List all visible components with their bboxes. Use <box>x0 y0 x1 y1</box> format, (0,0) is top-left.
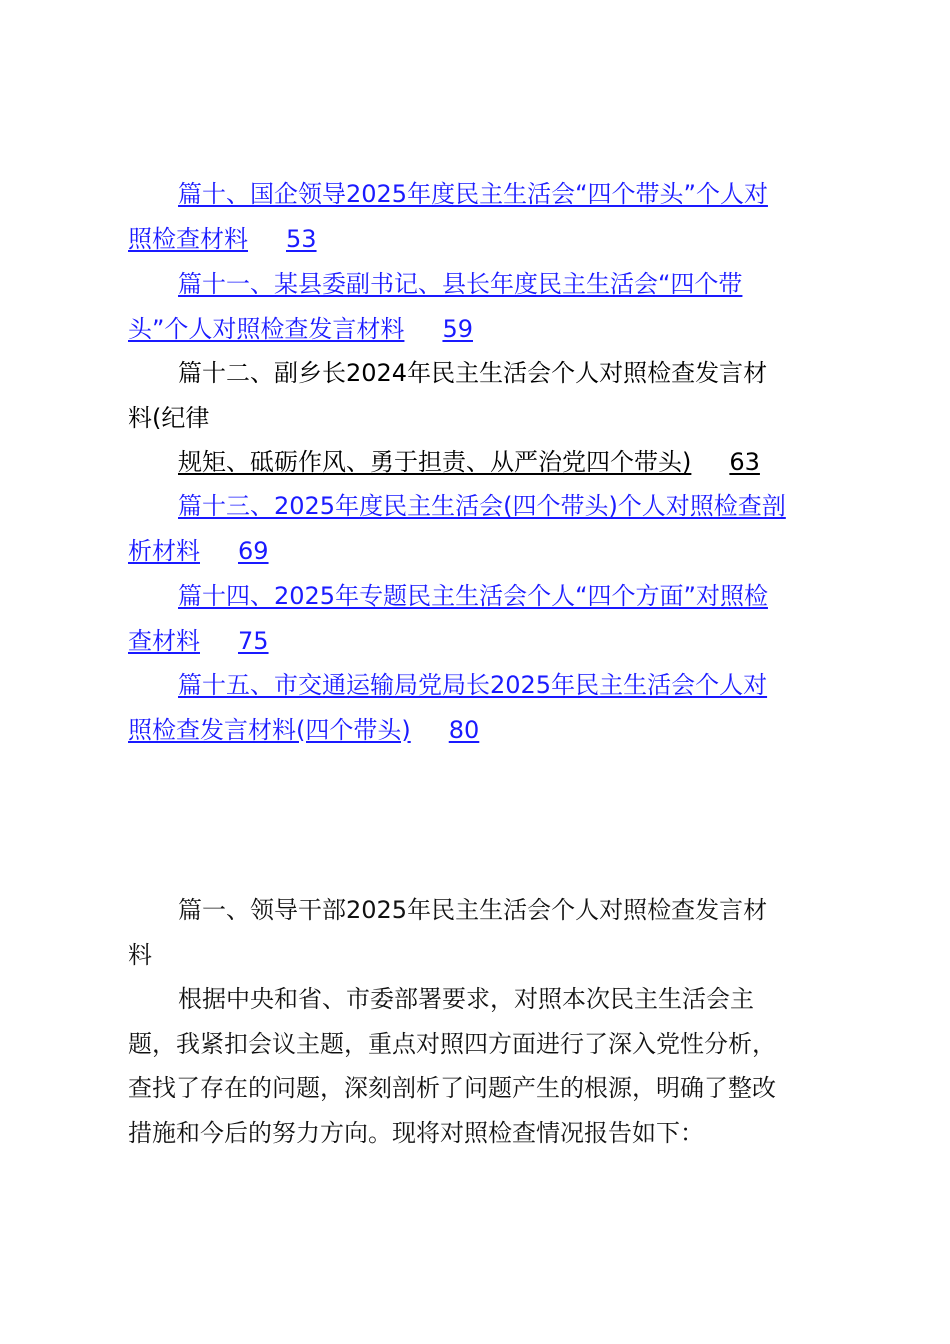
toc-entry-15-line2[interactable] <box>128 708 833 753</box>
toc-entry-11-link-line2[interactable] <box>128 315 473 343</box>
toc-entry-10-line1[interactable] <box>128 172 833 217</box>
toc-entry-14-link-line2[interactable] <box>128 627 269 655</box>
toc-entry-11[interactable] <box>128 262 833 351</box>
toc-entry-13-link-line2[interactable] <box>128 537 269 565</box>
toc-entry-14-line2[interactable] <box>128 619 833 664</box>
article-body-line4: 措施和今后的努力方向。现将对照检查情况报告如下： <box>128 1118 704 1147</box>
article-body-paragraph <box>128 977 833 1155</box>
article-body-line3: 查找了存在的问题，深刻剖析了问题产生的根源，明确了整改 <box>128 1074 776 1102</box>
toc-entry-12-line3 <box>128 440 833 485</box>
toc-entry-14-title-end[interactable]: 查材料 <box>128 626 200 655</box>
toc-entry-10-page-number[interactable]: 53 <box>286 224 317 253</box>
toc-entry-12-title-end: 规矩、砥砺作风、勇于担责、从严治党四个带头) <box>178 448 692 476</box>
toc-entry-14-link-line1[interactable]: 篇十四、2025年专题民主生活会个人“四个方面”对照检 <box>178 582 768 610</box>
toc-entry-10-line2[interactable] <box>128 217 833 262</box>
toc-entry-13-title-end[interactable]: 析材料 <box>128 536 200 565</box>
toc-entry-13-line2[interactable] <box>128 529 833 574</box>
article-title-line2: 料 <box>128 940 152 969</box>
article-title <box>128 888 833 977</box>
toc-entry-13-page-number[interactable]: 69 <box>238 536 269 565</box>
toc-entry-14[interactable] <box>128 574 833 663</box>
toc-entry-15-title-end[interactable]: 照检查发言材料(四个带头) <box>128 715 411 744</box>
article-body-line2: 题，我紧扣会议主题，重点对照四方面进行了深入党性分析， <box>128 1029 776 1058</box>
toc-entry-11-link-line1[interactable]: 篇十一、某县委副书记、县长年度民主生活会“四个带 <box>178 270 743 298</box>
toc-entry-12-line2: 料(纪律 <box>128 403 210 432</box>
toc-entry-11-title-end[interactable]: 头”个人对照检查发言材料 <box>128 314 405 343</box>
toc-entry-12 <box>128 351 833 485</box>
toc-entry-15-page-number[interactable]: 80 <box>448 715 480 744</box>
toc-entry-13[interactable] <box>128 484 833 573</box>
toc-entry-13-line1[interactable] <box>128 484 833 529</box>
toc-entry-10[interactable] <box>128 172 833 261</box>
toc-entry-10-link-line2[interactable] <box>128 225 317 253</box>
toc-entry-10-title-end[interactable]: 照检查材料 <box>128 224 248 253</box>
toc-entry-15-link-line1[interactable]: 篇十五、市交通运输局党局长2025年民主生活会个人对 <box>178 671 768 699</box>
toc-entry-15[interactable] <box>128 663 833 752</box>
toc-entry-15-link-line2[interactable] <box>128 716 479 744</box>
toc-entry-11-line2[interactable] <box>128 307 833 352</box>
toc-entry-12-line1: 篇十二、副乡长2024年民主生活会个人对照检查发言材 <box>178 359 768 387</box>
toc-entry-10-link-line1[interactable]: 篇十、国企领导2025年度民主生活会“四个带头”个人对 <box>178 180 768 208</box>
toc-entry-14-page-number[interactable]: 75 <box>238 626 269 655</box>
article-title-line1: 篇一、领导干部2025年民主生活会个人对照检查发言材 <box>178 896 768 924</box>
toc-entry-15-line1[interactable] <box>128 663 833 708</box>
toc-entry-11-page-number[interactable]: 59 <box>442 314 473 343</box>
toc-entry-14-line1[interactable] <box>128 574 833 619</box>
toc-entry-12-page-number: 63 <box>729 448 760 476</box>
article-body-line1: 根据中央和省、市委部署要求，对照本次民主生活会主 <box>178 985 754 1013</box>
toc-entry-13-link-line1[interactable]: 篇十三、2025年度民主生活会(四个带头)个人对照检查剖 <box>178 492 786 520</box>
toc-entry-11-line1[interactable] <box>128 262 833 307</box>
